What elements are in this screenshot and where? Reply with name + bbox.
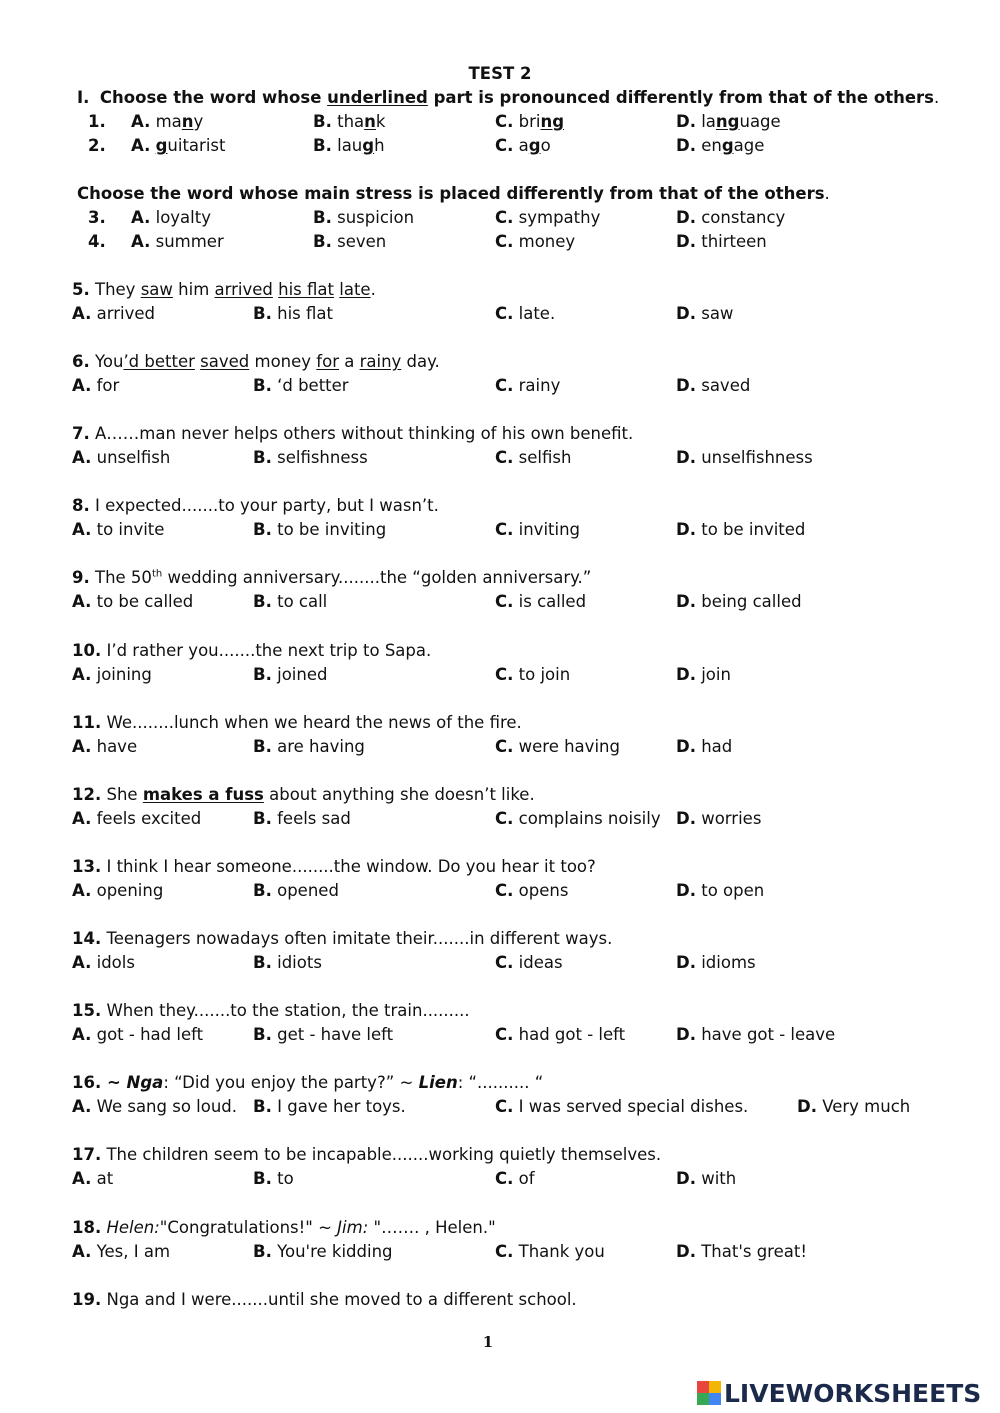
option-a[interactable]: A. guitarist <box>131 136 226 155</box>
option-b[interactable]: B. to <box>253 1169 294 1188</box>
question-stem: 15. When they.......to the station, the train......... <box>72 1001 470 1020</box>
option-c[interactable]: C. complains noisily <box>495 809 661 828</box>
option-a[interactable]: A. unselfish <box>72 448 171 467</box>
option-d[interactable]: D. join <box>676 665 731 684</box>
option-b[interactable]: B. joined <box>253 665 328 684</box>
option-c[interactable]: C. is called <box>495 592 587 611</box>
question-stem: 13. I think I hear someone........the window. Do you hear it too? <box>72 857 596 876</box>
option-d[interactable]: D. Very much <box>797 1097 911 1116</box>
option-b[interactable]: B. idiots <box>253 953 322 972</box>
option-d[interactable]: D. language <box>676 112 781 131</box>
question-number: 4. <box>88 232 106 251</box>
option-a[interactable]: A. idols <box>72 953 135 972</box>
option-a[interactable]: A. have <box>72 737 138 756</box>
option-a[interactable]: A. loyalty <box>131 208 211 227</box>
question-stem: 6. You’d better saved money for a rainy day. <box>72 352 440 371</box>
option-a[interactable]: A. opening <box>72 881 164 900</box>
option-a[interactable]: A. Yes, I am <box>72 1242 171 1261</box>
option-c[interactable]: C. I was served special dishes. <box>495 1097 749 1116</box>
option-c[interactable]: C. Thank you <box>495 1242 605 1261</box>
page-number: 1 <box>482 1333 494 1351</box>
option-d[interactable]: D. have got - leave <box>676 1025 836 1044</box>
question-stem: 14. Teenagers nowadays often imitate their.......in different ways. <box>72 929 613 948</box>
option-a[interactable]: A. to invite <box>72 520 165 539</box>
option-b[interactable]: B. opened <box>253 881 339 900</box>
option-d[interactable]: D. unselfishness <box>676 448 813 467</box>
page-title: TEST 2 <box>468 64 532 83</box>
option-d[interactable]: D. That's great! <box>676 1242 807 1261</box>
option-a[interactable]: A. arrived <box>72 304 155 323</box>
question-stem: 12. She makes a fuss about anything she doesn’t like. <box>72 785 535 804</box>
option-b[interactable]: B. seven <box>313 232 387 251</box>
option-b[interactable]: B. are having <box>253 737 365 756</box>
option-b[interactable]: B. his flat <box>253 304 333 323</box>
option-b[interactable]: B. suspicion <box>313 208 415 227</box>
option-c[interactable]: C. rainy <box>495 376 561 395</box>
question-stem: 11. We........lunch when we heard the news of the fire. <box>72 713 522 732</box>
question-stem: 19. Nga and I were.......until she moved to a different school. <box>72 1290 577 1309</box>
option-b[interactable]: B. to call <box>253 592 328 611</box>
question-stem: 7. A……man never helps others without thinking of his own benefit. <box>72 424 634 443</box>
option-a[interactable]: A. many <box>131 112 204 131</box>
option-c[interactable]: C. money <box>495 232 576 251</box>
option-c[interactable]: C. selfish <box>495 448 572 467</box>
option-b[interactable]: B. You're kidding <box>253 1242 393 1261</box>
option-b[interactable]: B. to be inviting <box>253 520 387 539</box>
option-b[interactable]: B. ‘d better <box>253 376 349 395</box>
option-c[interactable]: C. ago <box>495 136 551 155</box>
option-c[interactable]: C. bring <box>495 112 565 131</box>
option-b[interactable]: B. thank <box>313 112 386 131</box>
question-number: 2. <box>88 136 106 155</box>
option-c[interactable]: C. ideas <box>495 953 563 972</box>
option-a[interactable]: A. summer <box>131 232 224 251</box>
option-a[interactable]: A. joining <box>72 665 152 684</box>
option-d[interactable]: D. engage <box>676 136 765 155</box>
option-c[interactable]: C. late. <box>495 304 556 323</box>
option-d[interactable]: D. worries <box>676 809 762 828</box>
logo-text: LIVEWORKSHEETS <box>724 1378 982 1408</box>
option-a[interactable]: A. for <box>72 376 120 395</box>
option-d[interactable]: D. to be invited <box>676 520 806 539</box>
question-number: 1. <box>88 112 106 131</box>
option-c[interactable]: C. sympathy <box>495 208 601 227</box>
option-d[interactable]: D. had <box>676 737 733 756</box>
liveworksheets-logo[interactable] <box>697 1377 981 1409</box>
option-d[interactable]: D. idioms <box>676 953 756 972</box>
question-stem: 17. The children seem to be incapable.......working quietly themselves. <box>72 1145 662 1164</box>
option-b[interactable]: B. feels sad <box>253 809 351 828</box>
option-b[interactable]: B. selfishness <box>253 448 368 467</box>
question-stem: 16. ~ Nga: “Did you enjoy the party?” ~ Lien: “.......... “ <box>72 1073 544 1092</box>
option-a[interactable]: A. to be called <box>72 592 194 611</box>
question-stem: 8. I expected.......to your party, but I wasn’t. <box>72 496 439 515</box>
option-b[interactable]: B. get - have left <box>253 1025 394 1044</box>
section-1-heading: I. Choose the word whose underlined part is pronounced differently from that of the others. <box>77 88 940 107</box>
option-c[interactable]: C. were having <box>495 737 620 756</box>
option-a[interactable]: A. got - had left <box>72 1025 204 1044</box>
option-a[interactable]: A. at <box>72 1169 114 1188</box>
question-stem: 10. I’d rather you.......the next trip to Sapa. <box>72 641 432 660</box>
option-d[interactable]: D. saw <box>676 304 734 323</box>
option-b[interactable]: B. laugh <box>313 136 385 155</box>
option-d[interactable]: D. to open <box>676 881 765 900</box>
section-2-heading: Choose the word whose main stress is placed differently from that of the others. <box>77 184 830 203</box>
option-a[interactable]: A. feels excited <box>72 809 202 828</box>
option-b[interactable]: B. I gave her toys. <box>253 1097 406 1116</box>
option-d[interactable]: D. constancy <box>676 208 786 227</box>
option-d[interactable]: D. being called <box>676 592 802 611</box>
option-c[interactable]: C. of <box>495 1169 535 1188</box>
option-c[interactable]: C. opens <box>495 881 569 900</box>
question-stem: 9. The 50th wedding anniversary........the “golden anniversary.” <box>72 568 592 587</box>
option-c[interactable]: C. had got - left <box>495 1025 626 1044</box>
option-a[interactable]: A. We sang so loud. <box>72 1097 238 1116</box>
option-c[interactable]: C. to join <box>495 665 571 684</box>
option-c[interactable]: C. inviting <box>495 520 581 539</box>
option-d[interactable]: D. thirteen <box>676 232 767 251</box>
question-stem: 5. They saw him arrived his flat late. <box>72 280 376 299</box>
logo-mark-icon <box>697 1381 721 1405</box>
question-stem: 18. Helen:"Congratulations!" ~ Jim: "……. , Helen." <box>72 1218 496 1237</box>
question-number: 3. <box>88 208 106 227</box>
option-d[interactable]: D. saved <box>676 376 751 395</box>
option-d[interactable]: D. with <box>676 1169 737 1188</box>
